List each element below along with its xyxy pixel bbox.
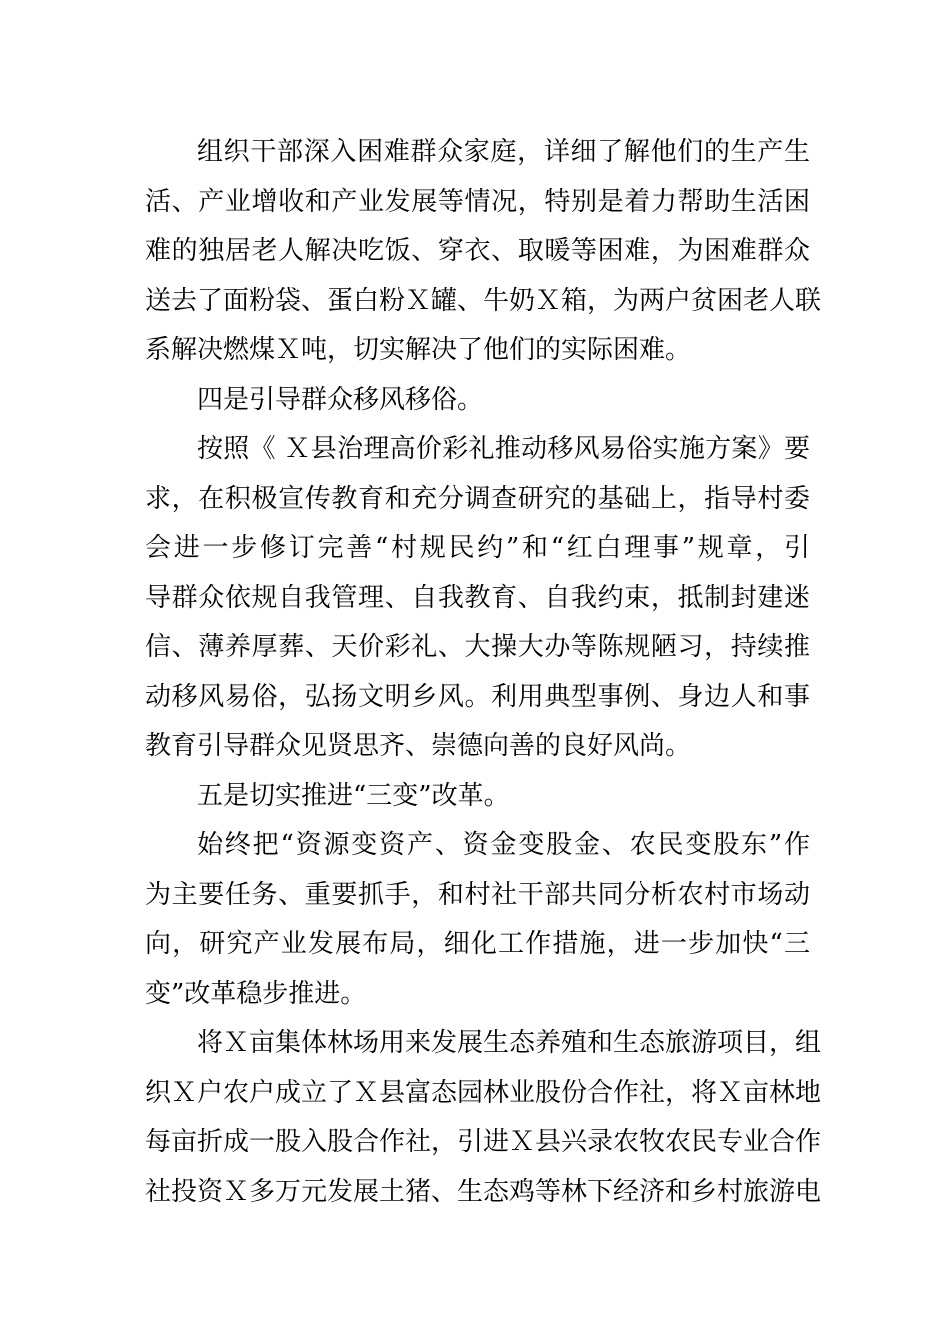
text-line-11: 信、薄养厚葬、天价彩礼、大操大办等陈规陋习，持续推	[145, 632, 810, 662]
text-line-3: 难的独居老人解决吃饭、穿衣、取暖等困难，为困难群众	[145, 236, 810, 266]
text-line-16: 为主要任务、重要抓手，和村社干部共同分析农村市场动	[145, 879, 810, 910]
text-line-20: 织Ｘ户农户成立了Ｘ县富态园林业股份合作社，将Ｘ亩林地	[145, 1077, 822, 1108]
text-line-19: 将Ｘ亩集体林场用来发展生态养殖和生态旅游项目，组	[197, 1028, 822, 1058]
text-line-22: 社投资Ｘ多万元发展土猪、生态鸡等林下经济和乡村旅游电	[145, 1176, 822, 1207]
text-line-21: 每亩折成一股入股合作社，引进Ｘ县兴录农牧农民专业合作	[145, 1127, 822, 1157]
text-line-15: 始终把“资源变资产、资金变股金、农民变股东”作	[197, 830, 810, 860]
text-line-8: 求，在积极宣传教育和充分调查研究的基础上，指导村委	[145, 483, 810, 514]
text-line-17: 向，研究产业发展布局，细化工作措施，进一步加快“三	[145, 929, 810, 959]
section-heading-4: 四是引导群众移风移俗。	[197, 384, 484, 415]
text-line-18: 变”改革稳步推进。	[145, 978, 367, 1009]
text-line-1: 组织干部深入困难群众家庭，详细了解他们的生产生	[197, 137, 810, 167]
text-line-12: 动移风易俗，弘扬文明乡风。利用典型事例、身边人和事	[145, 681, 810, 712]
body-text	[145, 128, 822, 1217]
text-line-5: 系解决燃煤Ｘ吨，切实解决了他们的实际困难。	[145, 335, 692, 365]
text-line-7: 按照《 Ｘ县治理高价彩礼推动移风易俗实施方案》要	[197, 434, 810, 464]
text-line-2: 活、产业增收和产业发展等情况，特别是着力帮助生活困	[145, 186, 810, 217]
section-heading-5: 五是切实推进“三变”改革。	[197, 780, 510, 811]
text-line-4: 送去了面粉袋、蛋白粉Ｘ罐、牛奶Ｘ箱，为两户贫困老人联	[145, 285, 822, 316]
text-line-10: 导群众依规自我管理、自我教育、自我约束，抵制封建迷	[145, 582, 810, 613]
text-line-13: 教育引导群众见贤思齐、崇德向善的良好风尚。	[145, 731, 692, 761]
text-line-9: 会进一步修订完善“村规民约”和“红白理事”规章，引	[145, 533, 810, 563]
